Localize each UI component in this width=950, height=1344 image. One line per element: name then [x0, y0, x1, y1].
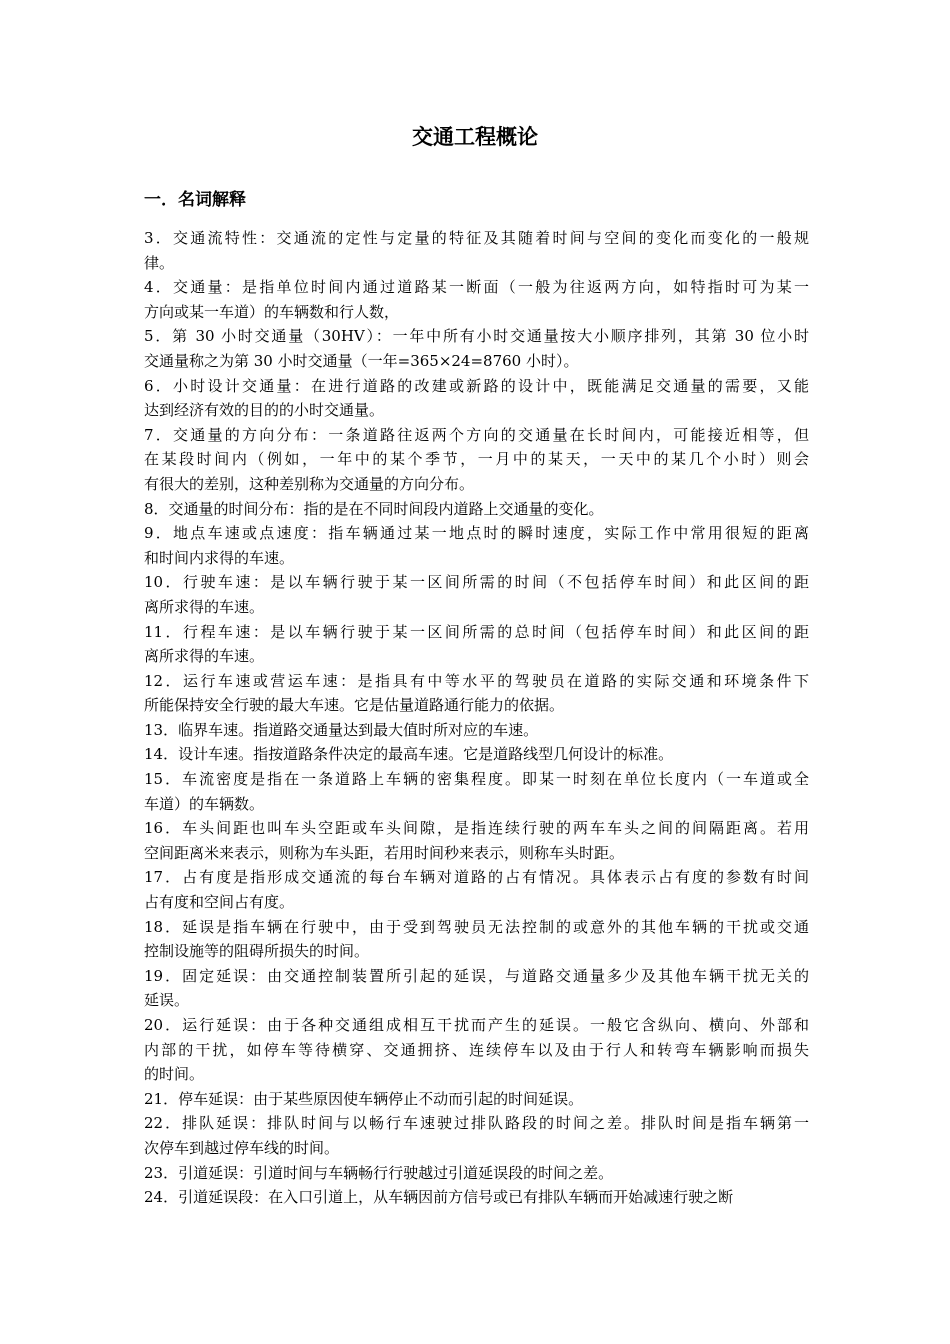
definition-line: 占有度和空间占有度。 — [144, 893, 295, 912]
definition-paragraph — [144, 324, 809, 373]
definition-line: 16．车头间距也叫车头空距或车头间隙，是指连续行驶的两车车头之间的间隔距离。若用 — [144, 819, 809, 838]
definition-line: 13．临界车速。指道路交通量达到最大值时所对应的车速。 — [144, 720, 539, 739]
definition-line: 24．引道延误段：在入口引道上，从车辆因前方信号或已有排队车辆而开始减速行驶之断 — [144, 1188, 734, 1207]
definition-paragraph — [144, 718, 809, 743]
definition-line: 有很大的差别，这种差别称为交通量的方向分布。 — [144, 474, 475, 493]
definition-line: 和时间内求得的车速。 — [144, 548, 295, 567]
definition-line: 次停车到越过停车线的时间。 — [144, 1138, 340, 1157]
definition-line: 7．交通量的方向分布：一条道路往返两个方向的交通量在长时间内，可能接近相等，但 — [144, 425, 809, 444]
definition-paragraph — [144, 521, 809, 570]
definition-line: 17．占有度是指形成交通流的每台车辆对道路的占有情况。具体表示占有度的参数有时间 — [144, 868, 809, 887]
definition-paragraph — [144, 497, 809, 522]
definition-line: 5．第 30 小时交通量（30HV）：一年中所有小时交通量按大小顺序排列，其第 30 位小时 — [144, 327, 809, 346]
definition-line: 20．运行延误：由于各种交通组成相互干扰而产生的延误。一般它含纵向、横向、外部和 — [144, 1016, 809, 1034]
definition-line: 8．交通量的时间分布：指的是在不同时间段内道路上交通量的变化。 — [144, 499, 604, 518]
definition-paragraph — [144, 1185, 809, 1210]
definition-line: 离所求得的车速。 — [144, 647, 265, 666]
definition-paragraph — [144, 1161, 809, 1186]
definition-line: 19．固定延误：由交通控制装置所引起的延误，与道路交通量多少及其他车辆干扰无关的 — [144, 966, 809, 985]
definition-paragraph — [144, 865, 809, 914]
definition-line: 18．延误是指车辆在行驶中，由于受到驾驶员无法控制的或意外的其他车辆的干扰或交通 — [144, 917, 809, 936]
definition-line: 6．小时设计交通量：在进行道路的改建或新路的设计中，既能满足交通量的需要，又能 — [144, 376, 809, 395]
definition-line: 10．行驶车速：是以车辆行驶于某一区间所需的时间（不包括停车时间）和此区间的距 — [144, 573, 809, 592]
definition-line: 22．排队延误：排队时间与以畅行车速驶过排队路段的时间之差。排队时间是指车辆第一 — [144, 1114, 809, 1133]
definition-line: 11．行程车速：是以车辆行驶于某一区间所需的总时间（包括停车时间）和此区间的距 — [144, 622, 809, 641]
definition-line: 的时间。 — [144, 1065, 205, 1084]
definition-paragraph — [144, 669, 809, 718]
definition-paragraph — [144, 742, 809, 767]
definition-paragraph — [144, 816, 809, 865]
definition-paragraph — [144, 1087, 809, 1112]
definition-paragraph — [144, 1013, 809, 1087]
definition-line: 15．车流密度是指在一条道路上车辆的密集程度。即某一时刻在单位长度内（一车道或全 — [144, 770, 809, 789]
definition-paragraph — [144, 915, 809, 964]
definition-line: 延误。 — [144, 991, 190, 1010]
definition-line: 9．地点车速或点速度：指车辆通过某一地点时的瞬时速度，实际工作中常用很短的距离 — [144, 524, 809, 543]
definition-paragraph — [144, 964, 809, 1013]
definition-line: 车道）的车辆数。 — [144, 794, 265, 813]
definition-line: 达到经济有效的目的的小时交通量。 — [144, 401, 385, 420]
definition-line: 律。 — [144, 253, 175, 272]
definition-line: 离所求得的车速。 — [144, 597, 265, 616]
document-title: 交通工程概论 — [412, 125, 538, 149]
definition-paragraph — [144, 1111, 809, 1160]
definition-paragraph — [144, 423, 809, 497]
definition-paragraph — [144, 275, 809, 324]
definition-line: 3．交通流特性：交通流的定性与定量的特征及其随着时间与空间的变化而变化的一般规 — [144, 229, 809, 247]
definition-line: 23．引道延误：引道时间与车辆畅行行驶越过引道延误段的时间之差。 — [144, 1163, 614, 1182]
definition-line: 12．运行车速或营运车速：是指具有中等水平的驾驶员在道路的实际交通和环境条件下 — [144, 671, 809, 690]
definition-line: 在某段时间内（例如，一年中的某个季节，一月中的某天，一天中的某几个小时）则会 — [144, 450, 809, 469]
definitions-list — [144, 226, 809, 1210]
definition-line: 所能保持安全行驶的最大车速。它是估量道路通行能力的依据。 — [144, 696, 565, 715]
definition-paragraph — [144, 226, 809, 275]
definition-paragraph — [144, 620, 809, 669]
definition-line: 4．交通量：是指单位时间内通过道路某一断面（一般为往返两方向，如特指时可为某一 — [144, 278, 809, 297]
definition-paragraph — [144, 767, 809, 816]
definition-paragraph — [144, 570, 809, 619]
definition-line: 内部的干扰，如停车等待横穿、交通拥挤、连续停车以及由于行人和转弯车辆影响而损失 — [144, 1040, 809, 1059]
definition-paragraph — [144, 374, 809, 423]
definition-line: 21．停车延误：由于某些原因使车辆停止不动而引起的时间延误。 — [144, 1089, 584, 1108]
definition-line: 方向或某一车道）的车辆数和行人数， — [144, 302, 400, 321]
section-heading: 一．名词解释 — [144, 190, 246, 210]
definition-line: 空间距离米来表示，则称为车头距，若用时间秒来表示，则称车头时距。 — [144, 843, 625, 862]
definition-line: 交通量称之为第 30 小时交通量（一年=365×24=8760 小时）。 — [144, 351, 579, 370]
definition-line: 14．设计车速。指按道路条件决定的最高车速。它是道路线型几何设计的标准。 — [144, 745, 674, 764]
definition-line: 控制设施等的阻碍所损失的时间。 — [144, 942, 370, 961]
